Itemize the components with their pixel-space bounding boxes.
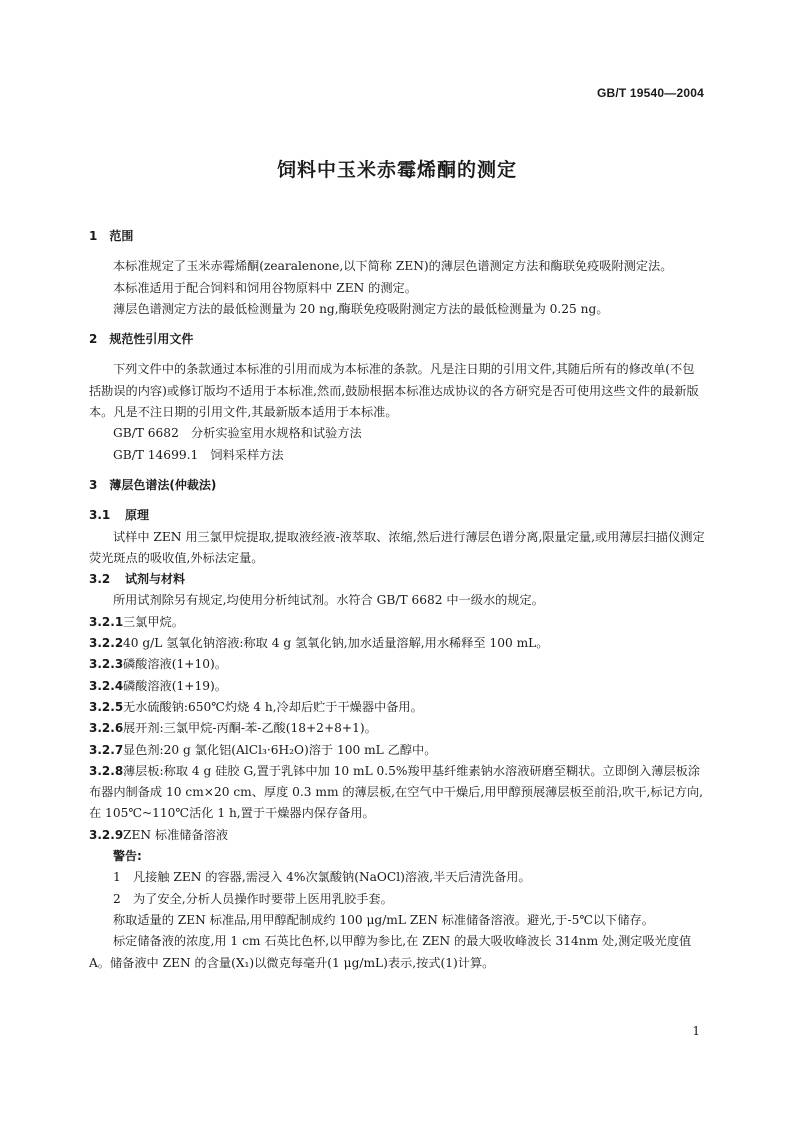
list-item	[89, 740, 705, 761]
document-body	[89, 226, 705, 974]
section-1-paragraph-1: 本标准规定了玉米赤霉烯酮(zearalenone,以下简称 ZEN)的薄层色谱测定方法和酶联免疫吸附测定法。	[113, 259, 673, 274]
item-text: 展开剂:三氯甲烷-丙酮-苯-乙酸(18+2+8+1)。	[123, 721, 377, 736]
subsection-number: 3.1	[89, 508, 111, 523]
item-text: 无水硫酸钠:650℃灼烧 4 h,冷却后贮于干燥器中备用。	[123, 699, 423, 714]
item-number: 3.2.2	[89, 636, 124, 651]
document-title: 饲料中玉米赤霉烯酮的测定	[276, 159, 517, 181]
subsection-3-1-heading	[89, 505, 705, 526]
item-text: ZEN 标准储备溶液	[123, 827, 229, 842]
calibration-paragraph: 标定储备液的浓度,用 1 cm 石英比色杯,以甲醇为参比,在 ZEN 的最大吸收峰波长 314nm 处,测定吸光度值 A。储备液中 ZEN 的含量(X₁)以微克每毫升(1 μg/mL)表示,按式(1)计算。	[89, 934, 692, 970]
item-number: 3.2.8	[89, 763, 124, 778]
list-item	[89, 654, 705, 675]
standard-stock-paragraph: 称取适量的 ZEN 标准品,用甲醇配制成约 100 μg/mL ZEN 标准储备溶液。避光,于-5℃以下储存。	[113, 912, 654, 927]
item-number: 3.2.7	[89, 742, 124, 757]
page-number: 1	[692, 1024, 700, 1038]
section-1-paragraph-2: 本标准适用于配合饲料和饲用谷物原料中 ZEN 的测定。	[113, 280, 417, 295]
list-item	[89, 718, 705, 739]
item-text: 磷酸溶液(1+10)。	[123, 657, 227, 672]
item-number: 3.2.3	[89, 657, 124, 672]
subsection-3-1-paragraph: 试样中 ZEN 用三氯甲烷提取,提取液经液-液萃取、浓缩,然后进行薄层色谱分离,限量定量,或用薄层扫描仪测定荧光斑点的吸收值,外标法定量。	[89, 529, 705, 565]
subsection-title: 原理	[125, 508, 150, 523]
item-number: 3.2.1	[89, 614, 124, 629]
standard-code: GB/T 19540—2004	[596, 86, 704, 100]
subsection-title: 试剂与材料	[125, 572, 186, 587]
warning-item-2: 2 为了安全,分析人员操作时要带上医用乳胶手套。	[113, 891, 393, 906]
item-number: 3.2.6	[89, 721, 124, 736]
item-text: 显色剂:20 g 氯化铝(AlCl₃·6H₂O)溶于 100 mL 乙醇中。	[123, 742, 437, 757]
section-2-paragraph: 下列文件中的条款通过本标准的引用而成为本标准的条款。凡是注日期的引用文件,其随后所有的修改单(不包括勘误的内容)或修订版均不适用于本标准,然而,鼓励根据本标准达成协议的各方研究是否可使用这些文件的最新版本。凡是不注日期的引用文件,其最新版本适用于本标准。	[89, 362, 699, 420]
subsection-number: 3.2	[89, 572, 111, 587]
list-item	[89, 697, 705, 718]
item-text: 磷酸溶液(1+19)。	[123, 678, 227, 693]
section-1-heading: 1 范围	[89, 229, 134, 243]
item-text: 三氯甲烷。	[123, 614, 184, 629]
section-3-heading: 3 薄层色谱法(仲裁法)	[89, 477, 217, 492]
item-text: 薄层板:称取 4 g 硅胶 G,置于乳钵中加 10 mL 0.5%羧甲基纤维素钠水溶液研磨至糊状。立即倒入薄层板涂布器内制备成 10 cm×20 cm、厚度 0.3 mm 的薄层板,在空气中干燥后,用甲醇预展薄层板至前沿,吹干,标记方向,在 105℃~110℃活化 1 h,置于干燥器内保存备用。	[89, 763, 704, 821]
item-text: 40 g/L 氢氧化钠溶液:称取 4 g 氢氧化钠,加水适量溶解,用水稀释至 100 mL。	[123, 636, 549, 651]
list-item	[89, 633, 705, 654]
warning-label: 警告:	[113, 849, 142, 864]
list-item	[89, 612, 705, 633]
reference-gbt-6682: GB/T 6682 分析实验室用水规格和试验方法	[113, 426, 362, 441]
list-item	[89, 825, 705, 846]
list-item	[89, 761, 705, 825]
reference-gbt-14699: GB/T 14699.1 饲料采样方法	[113, 447, 284, 462]
list-item	[89, 676, 705, 697]
item-number: 3.2.9	[89, 827, 124, 842]
section-2-heading: 2 规范性引用文件	[89, 332, 194, 347]
warning-item-1: 1 凡接触 ZEN 的容器,需浸入 4%次氯酸钠(NaOCl)溶液,半天后清洗备用。	[113, 870, 531, 885]
item-number: 3.2.5	[89, 699, 124, 714]
section-1-paragraph-3: 薄层色谱测定方法的最低检测量为 20 ng,酶联免疫吸附测定方法的最低检测量为 0.25 ng。	[113, 301, 609, 316]
subsection-3-2-paragraph: 所用试剂除另有规定,均使用分析纯试剂。水符合 GB/T 6682 中一级水的规定。	[113, 593, 544, 608]
item-number: 3.2.4	[89, 678, 124, 693]
subsection-3-2-heading	[89, 569, 705, 590]
